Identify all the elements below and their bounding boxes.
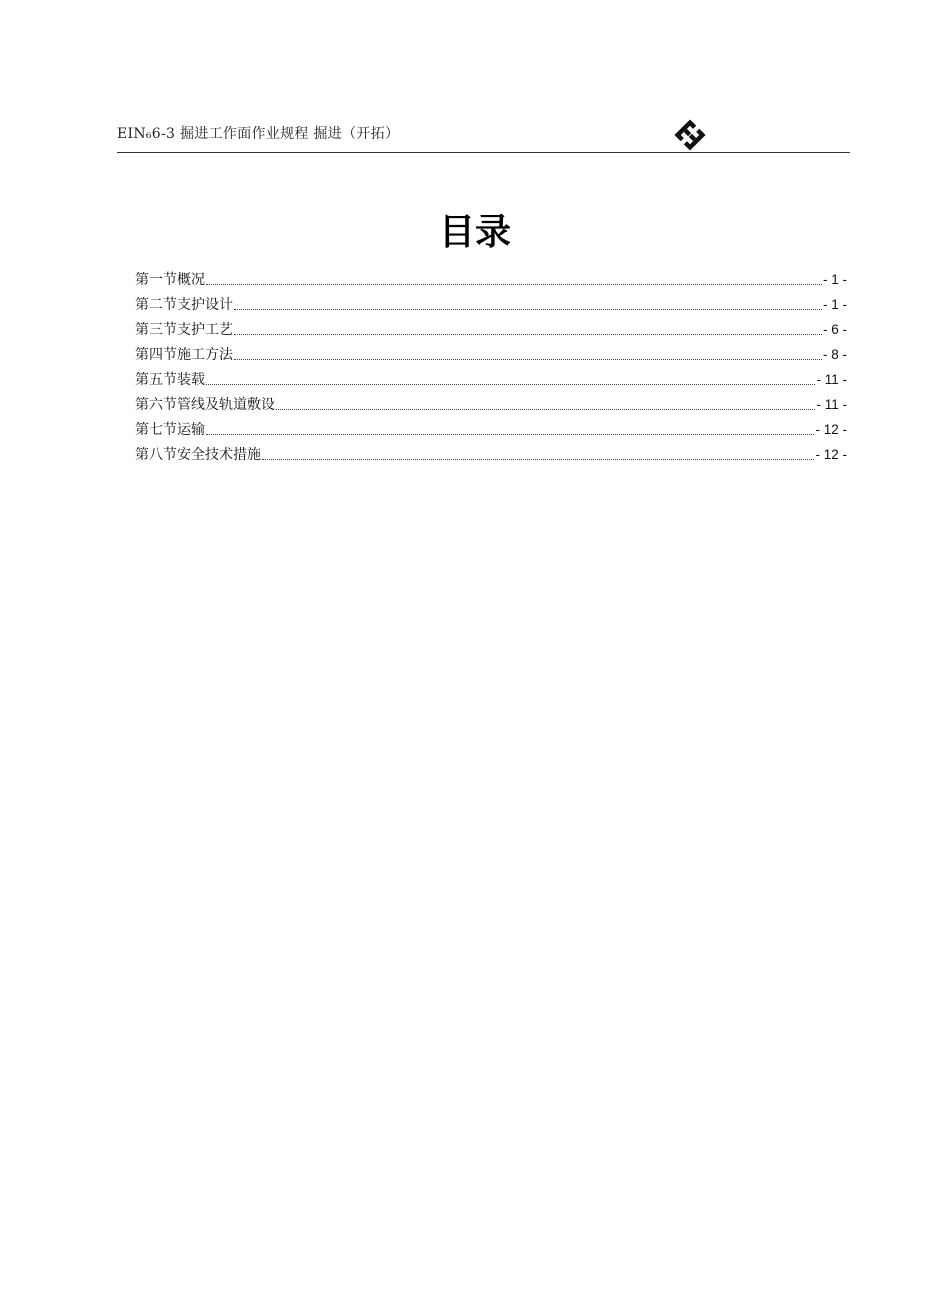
toc-entry-label: 第六节管线及轨道敷设 <box>135 397 275 413</box>
toc-entry-label: 第七节运输 <box>135 422 205 438</box>
diamond-s-logo-icon <box>673 118 707 152</box>
toc-leader-dots <box>276 409 815 410</box>
toc-entry-page: - 11 - <box>816 372 847 387</box>
header-title: EIN₆6-3 掘进工作面作业规程 掘进（开拓） <box>117 126 400 142</box>
toc-entry[interactable] <box>135 265 847 290</box>
toc-entry-page: - 8 - <box>822 347 847 362</box>
toc-entry[interactable] <box>135 340 847 365</box>
toc-entry-label: 第三节支护工艺 <box>135 322 233 338</box>
toc-entry[interactable] <box>135 415 847 440</box>
toc-entry-label: 第四节施工方法 <box>135 347 233 363</box>
toc-entry-label: 第一节概况 <box>135 272 205 288</box>
toc-entry-page: - 1 - <box>822 297 847 312</box>
toc-entry-page: - 11 - <box>816 397 847 412</box>
toc-entry-label: 第八节安全技术措施 <box>135 447 261 463</box>
toc-leader-dots <box>234 359 822 360</box>
toc-leader-dots <box>206 384 815 385</box>
toc-leader-dots <box>206 284 822 285</box>
toc-entry[interactable] <box>135 315 847 340</box>
toc-entry-label: 第二节支护设计 <box>135 297 233 313</box>
toc-entry-page: - 12 - <box>815 447 847 462</box>
toc-entry-label: 第五节装载 <box>135 372 205 388</box>
toc-entry[interactable] <box>135 290 847 315</box>
toc-entry-page: - 6 - <box>822 322 847 337</box>
toc-entry-page: - 1 - <box>822 272 847 287</box>
toc-leader-dots <box>206 434 814 435</box>
toc-leader-dots <box>262 459 814 460</box>
toc-entry[interactable] <box>135 440 847 465</box>
toc-leader-dots <box>234 309 822 310</box>
toc-entry-page: - 12 - <box>815 422 847 437</box>
toc-leader-dots <box>234 334 822 335</box>
page-header <box>117 118 850 153</box>
toc-list <box>135 265 847 465</box>
toc-entry[interactable] <box>135 365 847 390</box>
toc-entry[interactable] <box>135 390 847 415</box>
page-title: 目录 <box>438 212 511 253</box>
